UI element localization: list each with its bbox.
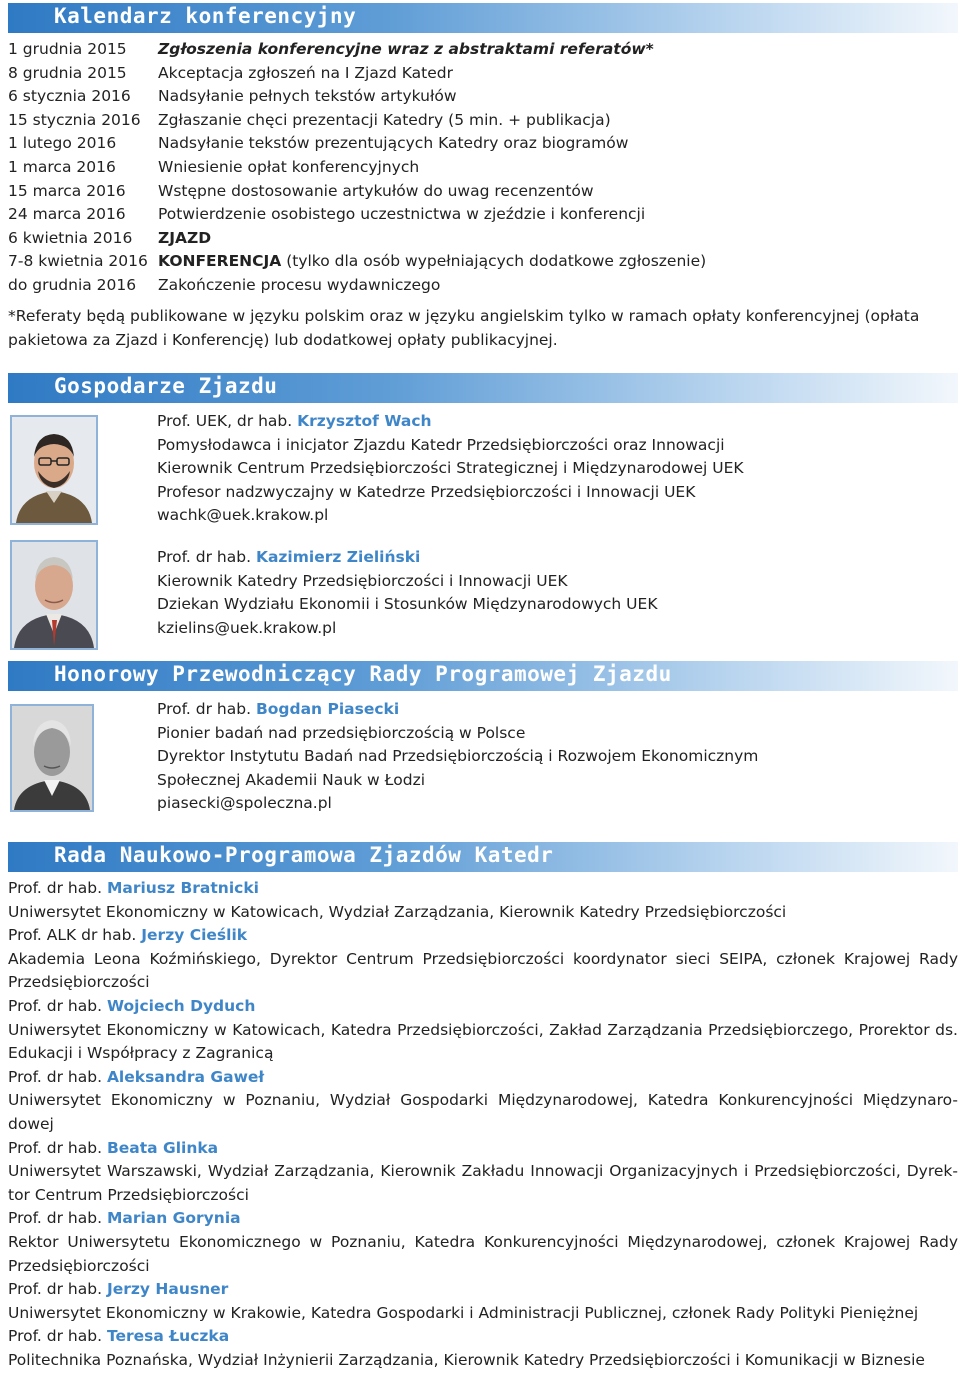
honorary-name: Bogdan Piasecki bbox=[255, 700, 400, 718]
council-title: Prof. dr hab. bbox=[8, 879, 107, 897]
council-member-title bbox=[8, 877, 958, 901]
host-email[interactable]: kzielins@uek.krakow.pl bbox=[157, 618, 337, 637]
calendar-date: 1 grudnia 2015 bbox=[8, 40, 127, 58]
section-title: Rada Naukowo-Programowa Zjazdów Katedr bbox=[54, 843, 554, 867]
council-name: Jerzy Hausner bbox=[106, 1280, 229, 1299]
council-member-title bbox=[8, 1066, 958, 1090]
honorary-line: Pionier badań nad przedsiębiorczością w Polsce bbox=[157, 723, 526, 742]
section-title: Honorowy Przewodniczący Rady Programowej Zjazdu bbox=[54, 662, 672, 686]
council-affiliation: Uniwersytet Ekonomiczny w Katowicach, Wydział Zarządzania, Kierownik Katedry Przedsiębiorczości bbox=[8, 902, 787, 921]
section-title: Kalendarz konferencyjny bbox=[54, 4, 357, 28]
council-name: Marian Gorynia bbox=[106, 1209, 241, 1228]
section-title: Gospodarze Zjazdu bbox=[54, 374, 278, 398]
calendar-list bbox=[8, 38, 948, 298]
host-line: Pomysłodawca i inicjator Zjazdu Katedr Przedsiębiorczości oraz Innowacji bbox=[157, 435, 725, 454]
council-affiliation: Akademia Leona Koźmińskiego, Dyrektor Centrum Przedsiębiorczości koordynator sieci SEIPA, członek Krajowej Rady Przedsiębiorczości bbox=[8, 949, 958, 992]
calendar-desc-strong: ZJAZD bbox=[158, 228, 212, 247]
honorary-email[interactable]: piasecki@spoleczna.pl bbox=[157, 794, 332, 813]
council-list bbox=[8, 877, 958, 1372]
host-name: Krzysztof Wach bbox=[297, 412, 432, 430]
host-line: Kierownik Centrum Przedsiębiorczości Strategicznej i Międzynarodowej UEK bbox=[157, 459, 744, 478]
council-name: Jerzy Cieślik bbox=[141, 926, 248, 945]
council-member-title bbox=[8, 1325, 958, 1349]
council-affiliation: Uniwersytet Warszawski, Wydział Zarządzania, Kierownik Zakładu Innowacji Organizacyjnych i Przedsiębiorczości, Dyrek-tor Centrum Przedsiębiorczości bbox=[8, 1162, 958, 1204]
portrait-icon bbox=[12, 706, 92, 810]
council-affiliation: Rektor Uniwersytetu Ekonomicznego w Poznaniu, Katedra Konkurencyjności Międzynarodowej, członek Krajowej Rady Przedsiębiorczości bbox=[8, 1232, 958, 1275]
footnote: *Referaty będą publikowane w języku polskim oraz w języku angielskim tylko w ramach opłaty konferencyjnej (opłata pakietowa za Zjazd i Konferencję) lub dodatkowej opłaty publikacyjnej. bbox=[8, 307, 920, 349]
council-member-title bbox=[8, 1207, 958, 1231]
host-photo-wach bbox=[10, 415, 98, 525]
calendar-desc: Wniesienie opłat konferencyjnych bbox=[158, 157, 420, 176]
calendar-desc: Zgłaszanie chęci prezentacji Katedry (5 min. + publikacja) bbox=[158, 110, 611, 129]
calendar-row bbox=[8, 250, 948, 274]
council-name: Teresa Łuczka bbox=[106, 1327, 230, 1346]
calendar-row bbox=[8, 132, 948, 156]
calendar-row bbox=[8, 156, 948, 180]
section-band-calendar bbox=[8, 3, 958, 33]
host-name: Kazimierz Zieliński bbox=[255, 548, 421, 566]
council-affiliation: Politechnika Poznańska, Wydział Inżynierii Zarządzania, Kierownik Katedry Przedsiębiorczości i Komunikacji w Biznesie bbox=[8, 1350, 925, 1369]
section-band-hosts bbox=[8, 373, 958, 403]
host-wach bbox=[157, 410, 744, 528]
host-line: Dziekan Wydziału Ekonomii i Stosunków Międzynarodowych UEK bbox=[157, 595, 658, 614]
calendar-date: do grudnia 2016 bbox=[8, 275, 137, 294]
council-affiliation: Uniwersytet Ekonomiczny w Krakowie, Katedra Gospodarki i Administracji Publicznej, członek Rady Polityki Pieniężnej bbox=[8, 1303, 919, 1322]
council-member-title bbox=[8, 995, 958, 1019]
honorary-piasecki bbox=[157, 698, 758, 816]
host-title-line bbox=[157, 410, 744, 434]
calendar-date: 1 lutego 2016 bbox=[8, 134, 117, 153]
calendar-date: 1 marca 2016 bbox=[8, 157, 116, 176]
calendar-desc: Akceptacja zgłoszeń na I Zjazd Katedr bbox=[158, 63, 453, 82]
calendar-row bbox=[8, 203, 948, 227]
council-name: Beata Glinka bbox=[106, 1138, 219, 1157]
calendar-row bbox=[8, 180, 948, 204]
council-title: Prof. dr hab. bbox=[8, 1067, 107, 1086]
calendar-desc: Zakończenie procesu wydawniczego bbox=[158, 275, 441, 294]
council-title: Prof. dr hab. bbox=[8, 1138, 107, 1157]
calendar-row bbox=[8, 38, 948, 62]
host-line: Profesor nadzwyczajny w Katedrze Przedsiębiorczości i Innowacji UEK bbox=[157, 482, 696, 501]
section-band-council bbox=[8, 842, 958, 872]
host-email[interactable]: wachk@uek.krakow.pl bbox=[157, 506, 329, 525]
calendar-desc-strong: Zgłoszenia konferencyjne wraz z abstraktami referatów* bbox=[158, 40, 654, 58]
honorary-photo-piasecki bbox=[10, 704, 94, 812]
calendar-row bbox=[8, 62, 948, 86]
calendar-desc: Wstępne dostosowanie artykułów do uwag recenzentów bbox=[158, 181, 594, 200]
section-band-honorary bbox=[8, 661, 958, 691]
council-name: Aleksandra Gaweł bbox=[106, 1067, 265, 1086]
host-title-line bbox=[157, 546, 658, 570]
calendar-row bbox=[8, 227, 948, 251]
council-title: Prof. ALK dr hab. bbox=[8, 926, 142, 945]
host-line: Kierownik Katedry Przedsiębiorczości i Innowacji UEK bbox=[157, 571, 568, 590]
honorary-title-line bbox=[157, 698, 758, 722]
calendar-date: 8 grudnia 2015 bbox=[8, 63, 127, 82]
council-title: Prof. dr hab. bbox=[8, 1209, 107, 1228]
council-name: Wojciech Dyduch bbox=[106, 996, 256, 1015]
host-photo-zielinski bbox=[10, 540, 98, 650]
calendar-date: 15 marca 2016 bbox=[8, 181, 126, 200]
council-affiliation: Uniwersytet Ekonomiczny w Katowicach, Katedra Przedsiębiorczości, Zakład Zarządzania Przedsiębiorczego, Prorektor ds. Edukacji i Współpracy z Zagranicą bbox=[8, 1020, 958, 1063]
calendar-date: 6 stycznia 2016 bbox=[8, 87, 131, 106]
honorary-line: Dyrektor Instytutu Badań nad Przedsiębiorczością i Rozwojem Ekonomicznym bbox=[157, 747, 759, 766]
calendar-row bbox=[8, 109, 948, 133]
calendar-date: 15 stycznia 2016 bbox=[8, 110, 141, 129]
council-name: Mariusz Bratnicki bbox=[106, 879, 259, 897]
council-title: Prof. dr hab. bbox=[8, 1280, 107, 1299]
calendar-desc-strong: KONFERENCJA bbox=[158, 252, 282, 271]
host-zielinski bbox=[157, 546, 658, 640]
honorary-line: Społecznej Akademii Nauk w Łodzi bbox=[157, 770, 426, 789]
honorary-title: Prof. dr hab. bbox=[157, 700, 256, 718]
council-member-title bbox=[8, 1278, 958, 1302]
calendar-date: 6 kwietnia 2016 bbox=[8, 228, 133, 247]
calendar-desc: Nadsyłanie tekstów prezentujących Katedry oraz biogramów bbox=[158, 134, 629, 153]
calendar-row bbox=[8, 274, 948, 298]
host-title: Prof. UEK, dr hab. bbox=[157, 412, 298, 430]
calendar-desc: (tylko dla osób wypełniających dodatkowe zgłoszenie) bbox=[281, 252, 707, 271]
council-affiliation: Uniwersytet Ekonomiczny w Poznaniu, Wydział Gospodarki Międzynarodowej, Katedra Konkurencyjności Międzynaro-dowej bbox=[8, 1091, 958, 1133]
portrait-icon bbox=[12, 417, 96, 523]
portrait-icon bbox=[12, 542, 96, 648]
calendar-desc: Potwierdzenie osobistego uczestnictwa w zjeździe i konferencji bbox=[158, 205, 646, 224]
council-title: Prof. dr hab. bbox=[8, 996, 107, 1015]
calendar-desc: Nadsyłanie pełnych tekstów artykułów bbox=[158, 87, 457, 106]
council-member-title bbox=[8, 924, 958, 948]
calendar-row bbox=[8, 85, 948, 109]
calendar-date: 24 marca 2016 bbox=[8, 205, 126, 224]
council-member-title bbox=[8, 1137, 958, 1161]
council-title: Prof. dr hab. bbox=[8, 1327, 107, 1346]
calendar-date: 7-8 kwietnia 2016 bbox=[8, 252, 148, 271]
host-title: Prof. dr hab. bbox=[157, 548, 256, 566]
